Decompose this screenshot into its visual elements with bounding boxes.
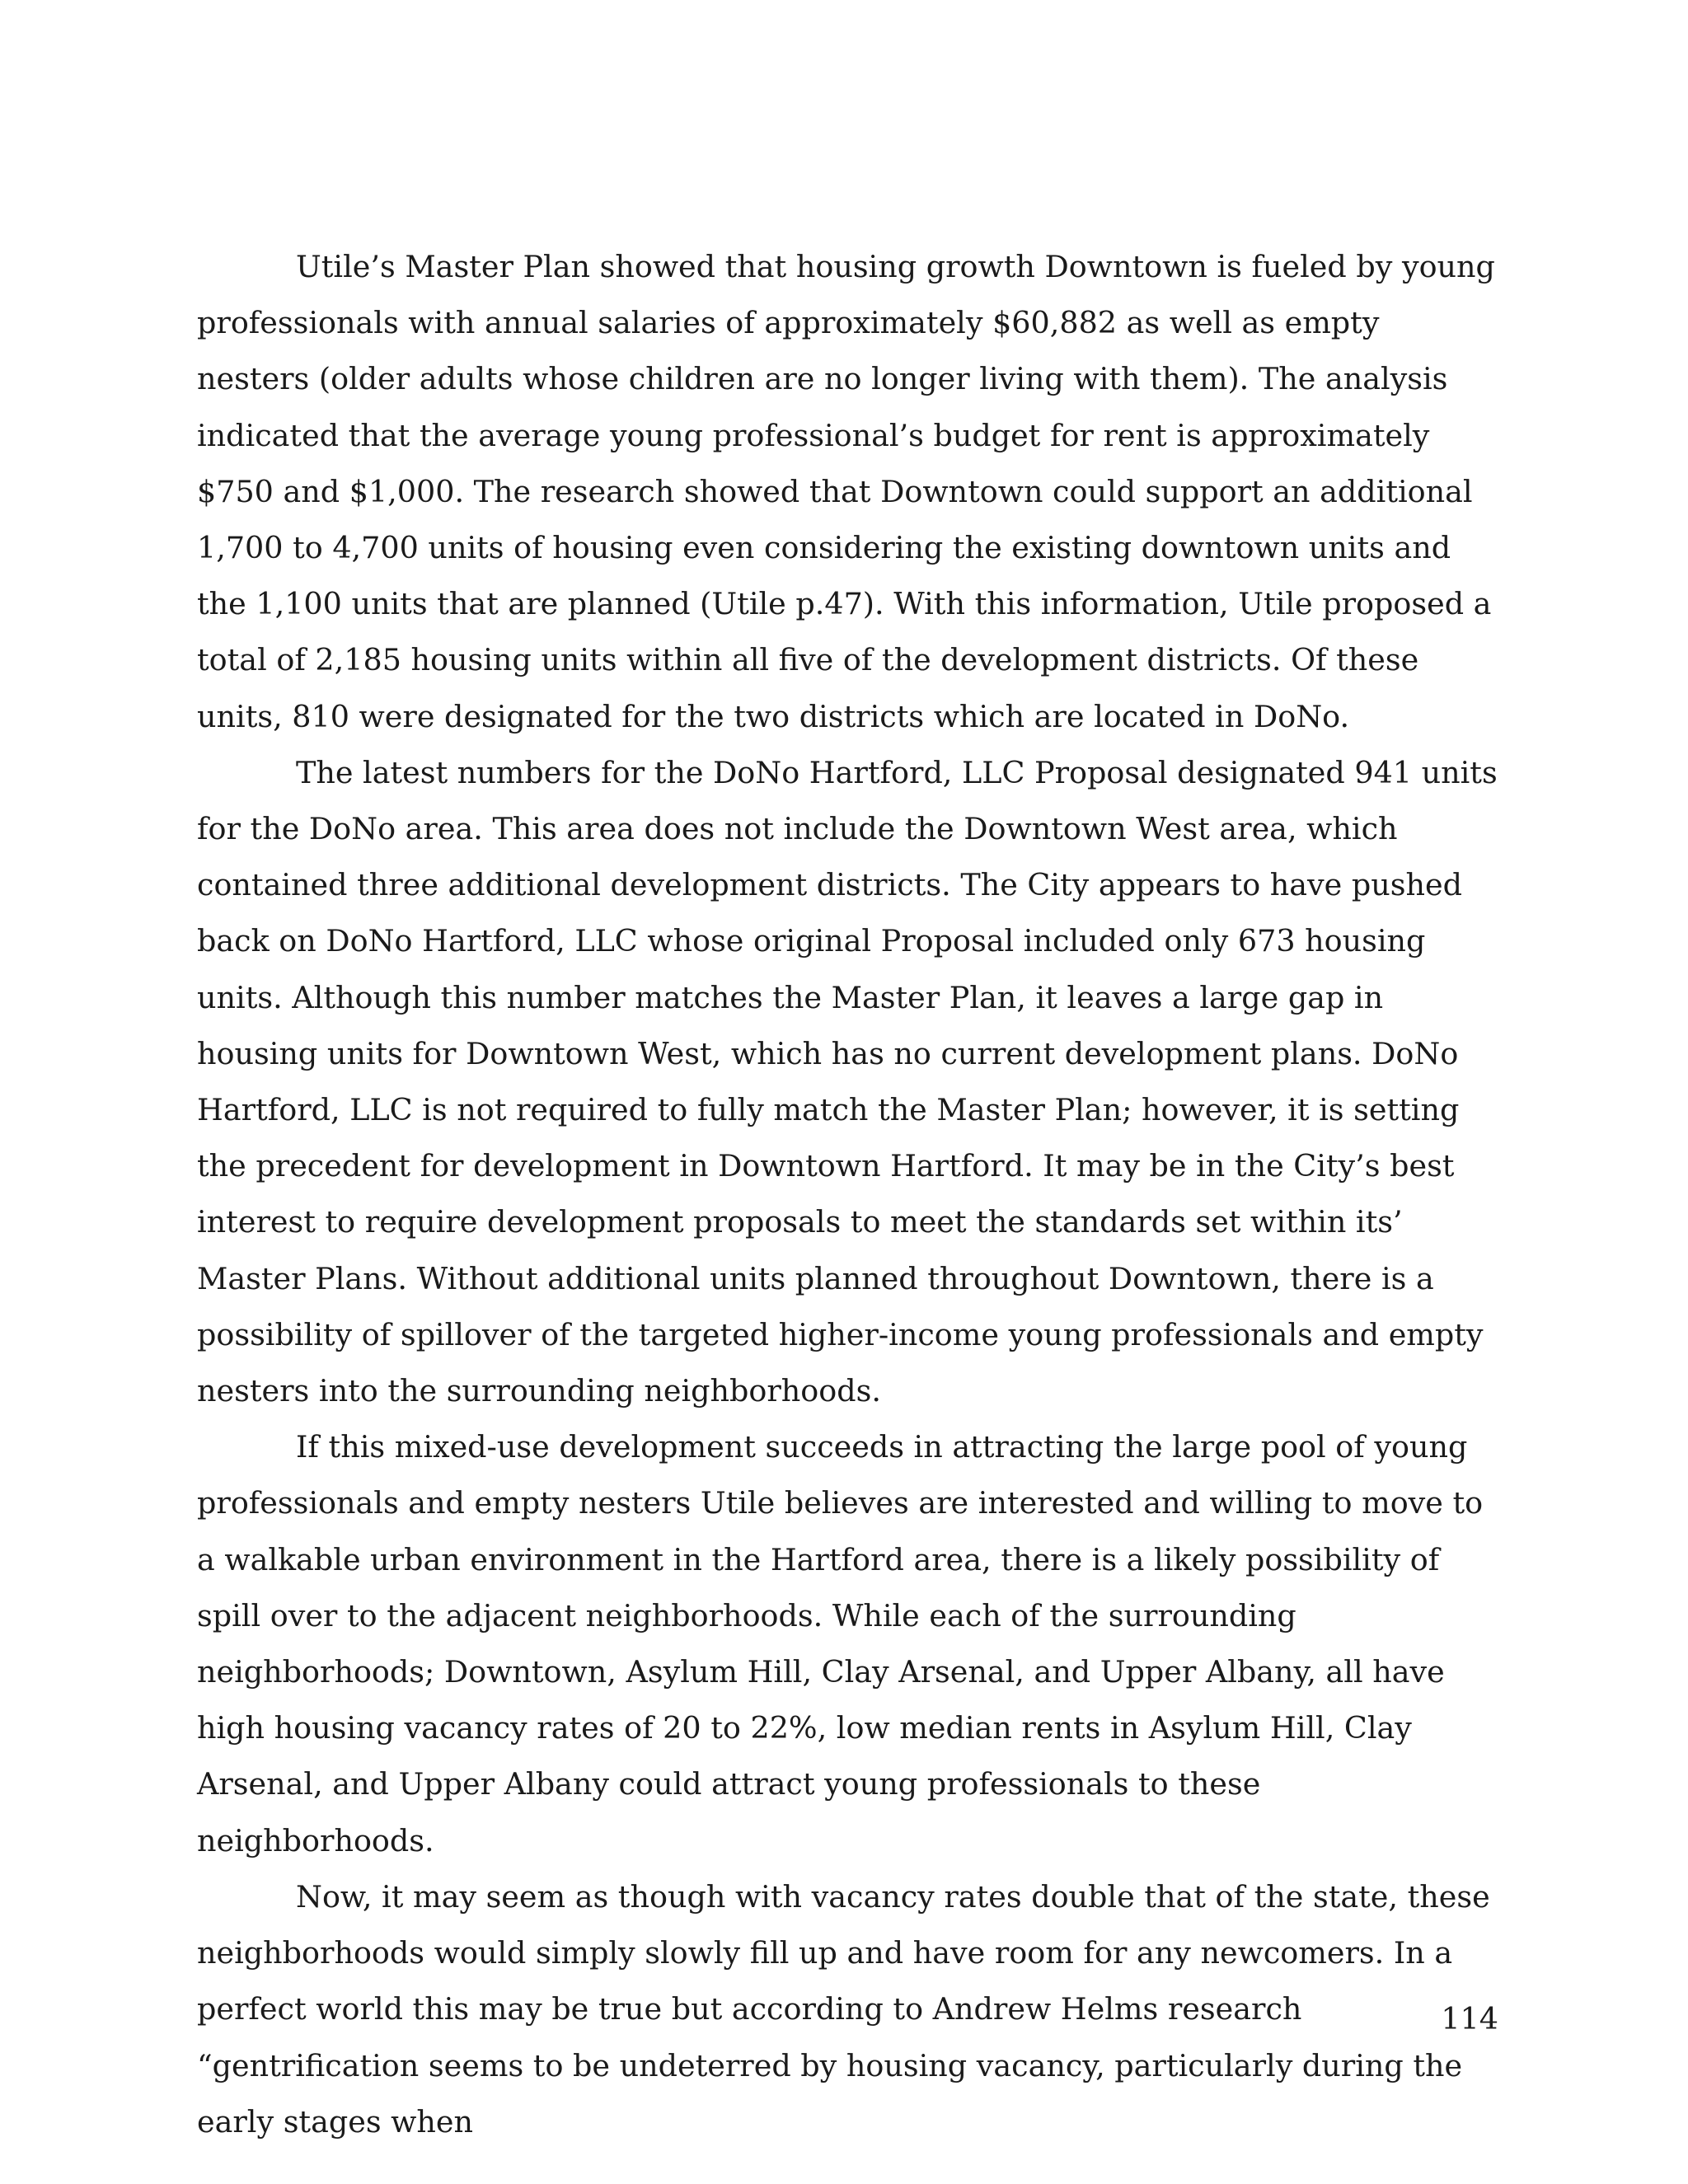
paragraph-master-plan: Utile’s Master Plan showed that housing growth Downtown is fueled by young professionals with annual salaries of approximately $60,882 as well as empty nesters (older adults whose children are no longer living with them). The analysis indicated that the average young professional’s budget for rent is approximately $750 and $1,000. The research showed that Downtown could support an additional 1,700 to 4,700 units of housing even considering the existing downtown units and the 1,100 units that are planned (Utile p.47). With this information, Utile proposed a total of 2,185 housing units within all five of the development districts. Of these units, 810 were designated for the two districts which are located in DoNo. (197, 249, 1495, 734)
paragraph-dono-proposal: The latest numbers for the DoNo Hartford, LLC Proposal designated 941 units for the DoNo area. This area does not include the Downtown West area, which contained three additional development districts. The City appears to have pushed back on DoNo Hartford, LLC whose original Proposal included only 673 housing units. Although this number matches the Master Plan, it leaves a large gap in housing units for Downtown West, which has no current development plans. DoNo Hartford, LLC is not required to fully match the Master Plan; however, it is setting the precedent for development in Downtown Hartford. It may be in the City’s best interest to require development proposals to meet the standards set within its’ Master Plans. Without additional units planned throughout Downtown, there is a possibility of spillover of the targeted higher-income young professionals and empty nesters into the surrounding neighborhoods. (197, 754, 1498, 1409)
page-number: 114 (1441, 2001, 1498, 2036)
body-text (197, 239, 1501, 2150)
paragraph-spillover: If this mixed-use development succeeds in attracting the large pool of young professionals and empty nesters Utile believes are interested and willing to move to a walkable urban environment in the Hartford area, there is a likely possibility of spill over to the adjacent neighborhoods. While each of the surrounding neighborhoods; Downtown, Asylum Hill, Clay Arsenal, and Upper Albany, all have high housing vacancy rates of 20 to 22%, low median rents in Asylum Hill, Clay Arsenal, and Upper Albany could attract young professionals to these neighborhoods. (197, 1429, 1484, 1858)
paragraph-vacancy: Now, it may seem as though with vacancy rates double that of the state, these neighborhoods would simply slowly fill up and have room for any newcomers. In a perfect world this may be true but according to Andrew Helms research “gentrification seems to be undeterred by housing vacancy, particularly during the early stages when (197, 1878, 1490, 2139)
